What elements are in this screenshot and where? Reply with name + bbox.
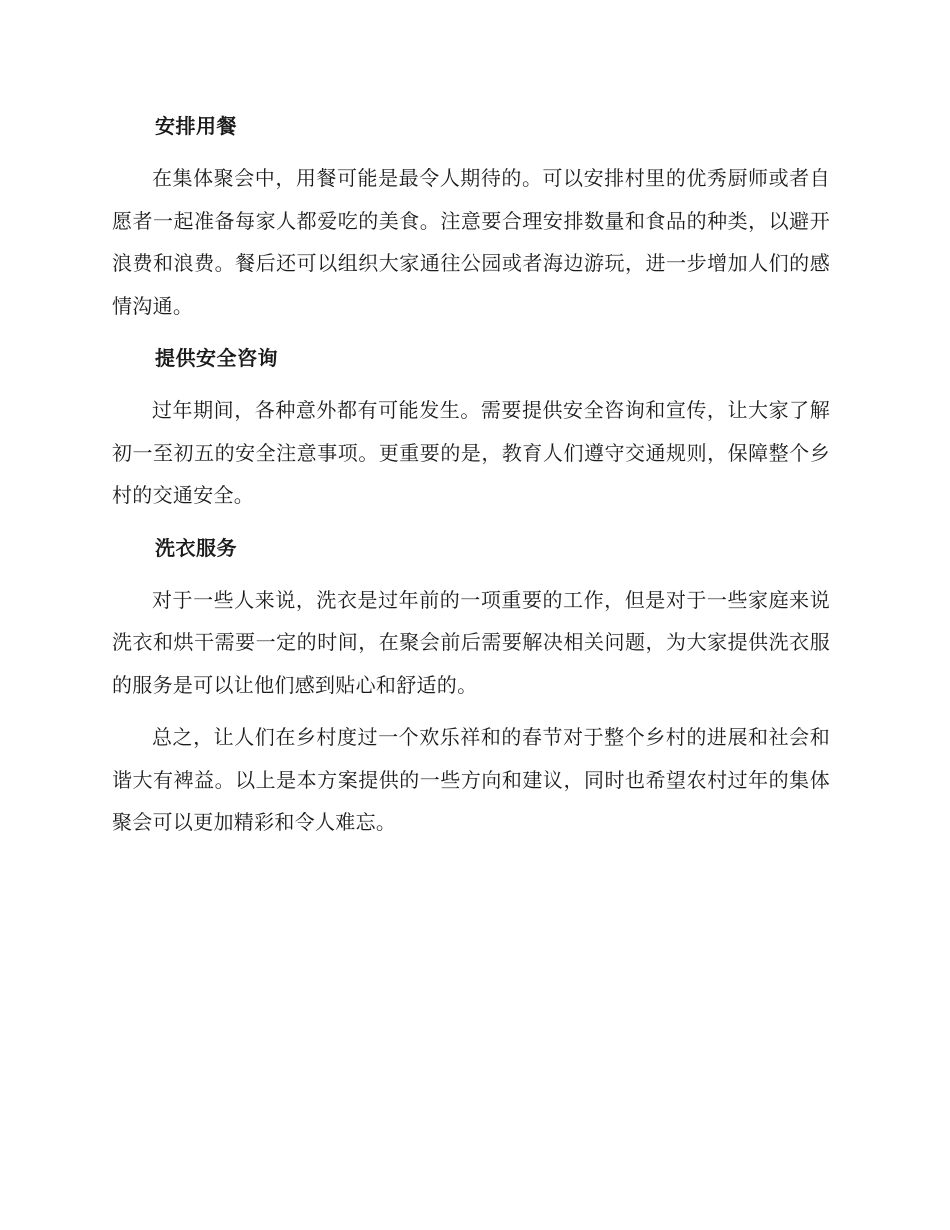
section-heading-laundry: 洗衣服务 xyxy=(155,535,237,560)
document-page xyxy=(112,105,830,854)
section-paragraph-safety: 过年期间，各种意外都有可能发生。需要提供安全咨询和宣传，让大家了解初一至初五的安全注意事项。更重要的是，教育人们遵守交通规则，保障整个乡村的交通安全。 xyxy=(112,398,830,507)
section-paragraph-meals: 在集体聚会中，用餐可能是最令人期待的。可以安排村里的优秀厨师或者自愿者一起准备每家人都爱吃的美食。注意要合理安排数量和食品的种类，以避开浪费和浪费。餐后还可以组织大家通往公园或者海边游玩，进一步增加人们的感情沟通。 xyxy=(112,166,830,318)
section-heading-safety: 提供安全咨询 xyxy=(155,346,278,370)
conclusion-paragraph: 总之，让人们在乡村度过一个欢乐祥和的春节对于整个乡村的进展和社会和谐大有裨益。以上是本方案提供的一些方向和建议，同时也希望农村过年的集体聚会可以更加精彩和令人难忘。 xyxy=(112,725,830,834)
section-heading-meals: 安排用餐 xyxy=(155,114,237,138)
section-paragraph-laundry: 对于一些人来说，洗衣是过年前的一项重要的工作，但是对于一些家庭来说洗衣和烘干需要一定的时间，在聚会前后需要解决相关问题，为大家提供洗衣服的服务是可以让他们感到贴心和舒适的。 xyxy=(112,587,830,697)
